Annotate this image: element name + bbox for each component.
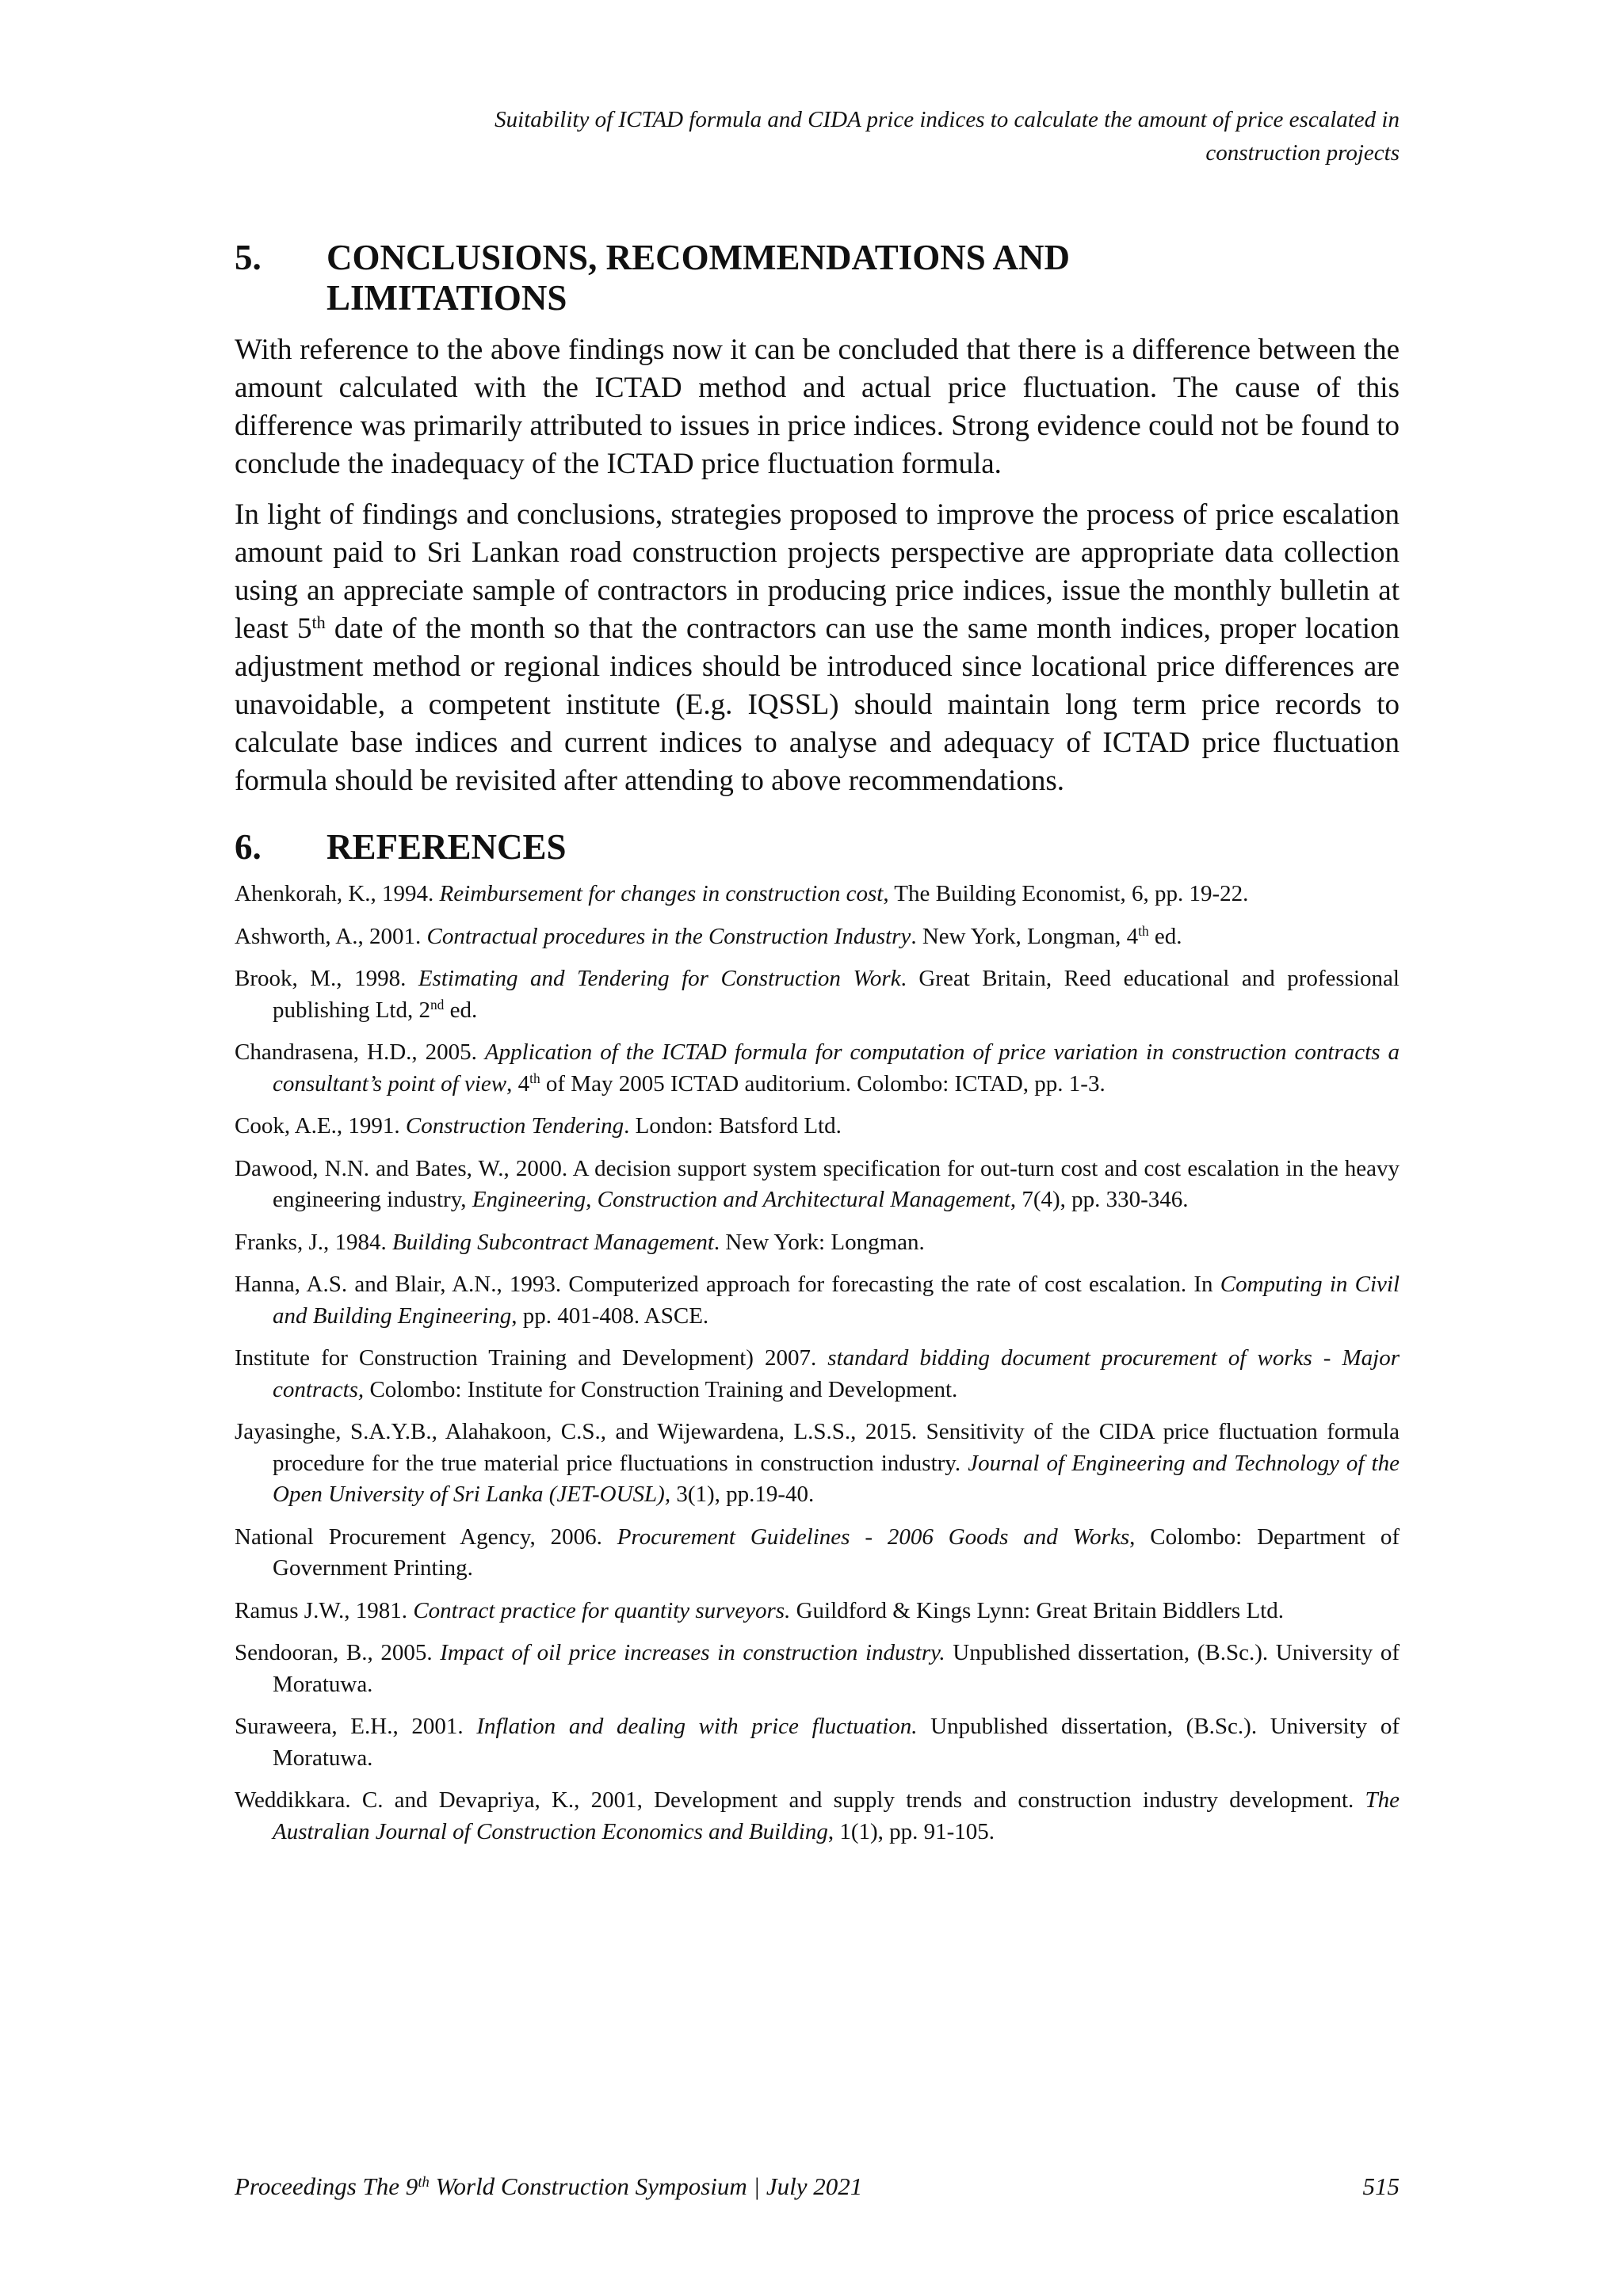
reference-italic-title: Impact of oil price increases in construction industry.: [440, 1640, 945, 1665]
reference-text: of May 2005 ICTAD auditorium. Colombo: ICTAD, pp. 1-3.: [540, 1070, 1106, 1097]
section-5-title: [327, 238, 1400, 318]
section-6-heading: [235, 827, 1400, 868]
reference-text: Suraweera, E.H., 2001.: [235, 1714, 477, 1739]
reference-italic-title: Construction Tendering: [405, 1113, 624, 1138]
reference-italic-title: Procurement Guidelines - 2006 Goods and Works: [617, 1524, 1130, 1550]
reference-text: . London: Batsford Ltd.: [624, 1113, 842, 1138]
section-5-paragraph-1: With reference to the above findings now it can be concluded that there is a difference between the amount calculated with the ICTAD method and actual price fluctuation. The cause of this difference was primarily attributed to issues in price indices. Strong evidence could not be found to conclude the inadequacy of the ICTAD price fluctuation formula.: [235, 334, 1400, 480]
reference-list: [235, 879, 1400, 1848]
reference-text: Ashworth, A., 2001.: [235, 923, 427, 949]
reference-superscript: th: [529, 1070, 540, 1086]
reference-italic-title: Journal of Engineering and Technology of the Open University of Sri Lanka (JET-OUSL),: [273, 1450, 1400, 1507]
reference-text: , The Building Economist, 6, pp. 19-22.: [883, 881, 1249, 906]
reference-italic-title: Engineering, Construction and Architectural Management: [472, 1187, 1010, 1212]
reference-italic-title: Inflation and dealing with price fluctuation.: [476, 1714, 918, 1739]
reference-text: . New York, Longman, 4: [911, 923, 1139, 949]
reference-text: Weddikkara. C. and Devapriya, K., 2001, Development and supply trends and construction industry development.: [235, 1787, 1365, 1813]
reference-superscript: th: [1138, 922, 1149, 939]
reference-superscript: nd: [430, 996, 445, 1013]
reference-text: , Colombo: Department of Government Printing.: [273, 1524, 1400, 1581]
footer-superscript: th: [418, 2173, 430, 2191]
reference-text: , 4: [506, 1070, 530, 1097]
footer-text-a: Proceedings The 9: [235, 2172, 418, 2200]
reference-text: Chandrasena, H.D., 2005.: [235, 1039, 485, 1065]
reference-text: 3(1), pp.19-40.: [670, 1482, 815, 1507]
section-5-heading: [235, 238, 1400, 318]
reference-text: Franks, J., 1984.: [235, 1229, 392, 1255]
running-head: [211, 103, 1400, 170]
footer-proceedings: [235, 2171, 862, 2203]
reference-text: ed.: [1148, 923, 1182, 949]
section-5-title-line-2: LIMITATIONS: [327, 278, 567, 318]
main-content: [235, 238, 1400, 1859]
reference-text: Cook, A.E., 1991.: [235, 1113, 406, 1138]
reference-text: ed.: [444, 997, 478, 1023]
paragraph-2-text-b: date of the month so that the contractors can use the same month indices, proper location adjustment method or regional indices should be introduced since locational price differences are unavoidable, a competent institute (E.g. IQSSL) should maintain long term price records to calculate base indices and current indices to analyse and adequacy of ICTAD price fluctuation formula should be revisited after attending to above recommendations.: [235, 612, 1400, 797]
reference-text: Institute for Construction Training and Development) 2007.: [235, 1345, 828, 1371]
reference-text: , 1(1), pp. 91-105.: [827, 1818, 995, 1844]
reference-italic-title: Contract practice for quantity surveyors.: [413, 1597, 791, 1623]
paragraph-2-text-a: In light of findings and conclusions, strategies proposed to improve the process of price escalation amount paid to Sri Lankan road construction projects perspective are appropriate data collection using an appreciate sample of contractors in producing price indices, issue the monthly bulletin at least 5: [235, 498, 1400, 645]
running-head-line-2: construction projects: [1205, 140, 1400, 166]
reference-text: Dawood, N.N. and Bates, W., 2000. A decision support system specification for out-turn cost and cost escalation in the heavy engineering industry,: [235, 1155, 1400, 1212]
reference-italic-title: Computing in Civil and Building Engineering: [273, 1272, 1400, 1329]
running-head-line-1: Suitability of ICTAD formula and CIDA price indices to calculate the amount of price escalated in: [495, 107, 1400, 132]
section-5-paragraph-2: [235, 496, 1400, 800]
reference-text: Ahenkorah, K., 1994.: [235, 881, 440, 906]
reference-text: Unpublished dissertation, (B.Sc.). University of Moratuwa.: [273, 1714, 1400, 1771]
reference-text: National Procurement Agency, 2006.: [235, 1524, 617, 1550]
reference-item: [235, 1596, 1400, 1627]
reference-item: [235, 1343, 1400, 1405]
reference-text: Jayasinghe, S.A.Y.B., Alahakoon, C.S., and Wijewardena, L.S.S., 2015. Sensitivity of the CIDA price fluctuation formula procedure for the true material price fluctuations in construction industry.: [235, 1419, 1400, 1476]
reference-item: [235, 921, 1400, 953]
reference-italic-title: Building Subcontract Management: [391, 1229, 714, 1255]
section-6-title: REFERENCES: [327, 827, 567, 867]
reference-italic-title: Contractual procedures in the Construction Industry: [426, 923, 911, 949]
reference-item: [235, 1154, 1400, 1216]
reference-text: Ramus J.W., 1981.: [235, 1597, 414, 1623]
section-6-number: 6.: [235, 827, 262, 867]
reference-item: [235, 1522, 1400, 1585]
paragraph-2-superscript: th: [311, 612, 326, 632]
reference-item: [235, 1785, 1400, 1848]
page-footer: [235, 2171, 1400, 2203]
reference-text: Brook, M., 1998.: [235, 966, 418, 991]
reference-item: [235, 1037, 1400, 1100]
reference-item: [235, 1111, 1400, 1142]
reference-text: Hanna, A.S. and Blair, A.N., 1993. Computerized approach for forecasting the rate of cost escalation. In: [235, 1272, 1220, 1297]
reference-italic-title: Application of the ICTAD formula for computation of price variation in construction contracts a consultant’s point of view: [273, 1039, 1400, 1097]
reference-text: , pp. 401-408. ASCE.: [511, 1302, 709, 1329]
reference-text: Sendooran, B., 2005.: [235, 1640, 441, 1665]
reference-item: [235, 963, 1400, 1026]
section-5-number: 5.: [235, 238, 262, 277]
reference-text: , 7(4), pp. 330-346.: [1010, 1187, 1189, 1212]
reference-item: [235, 879, 1400, 910]
reference-italic-title: standard bidding document procurement of works - Major contracts,: [273, 1345, 1400, 1402]
section-5-title-line-1: CONCLUSIONS, RECOMMENDATIONS AND: [327, 238, 1071, 277]
page-number: 515: [1362, 2172, 1400, 2200]
reference-item: [235, 1417, 1400, 1511]
reference-item: [235, 1711, 1400, 1774]
reference-text: Guildford & Kings Lynn: Great Britain Biddlers Ltd.: [790, 1597, 1284, 1623]
reference-text: . New York: Longman.: [713, 1229, 925, 1255]
reference-italic-title: Estimating and Tendering for Construction Work: [418, 966, 901, 991]
reference-text: Colombo: Institute for Construction Training and Development.: [364, 1376, 958, 1402]
footer-text-b: World Construction Symposium | July 2021: [429, 2172, 863, 2200]
reference-text: Unpublished dissertation, (B.Sc.). University of Moratuwa.: [273, 1640, 1400, 1697]
reference-italic-title: The Australian Journal of Construction Economics and Building: [273, 1787, 1400, 1844]
reference-text: . Great Britain, Reed educational and professional publishing Ltd, 2: [273, 966, 1400, 1023]
reference-italic-title: Reimbursement for changes in construction cost: [439, 881, 884, 906]
section-5-body: [235, 331, 1400, 800]
reference-item: [235, 1638, 1400, 1700]
reference-item: [235, 1227, 1400, 1259]
reference-item: [235, 1269, 1400, 1332]
